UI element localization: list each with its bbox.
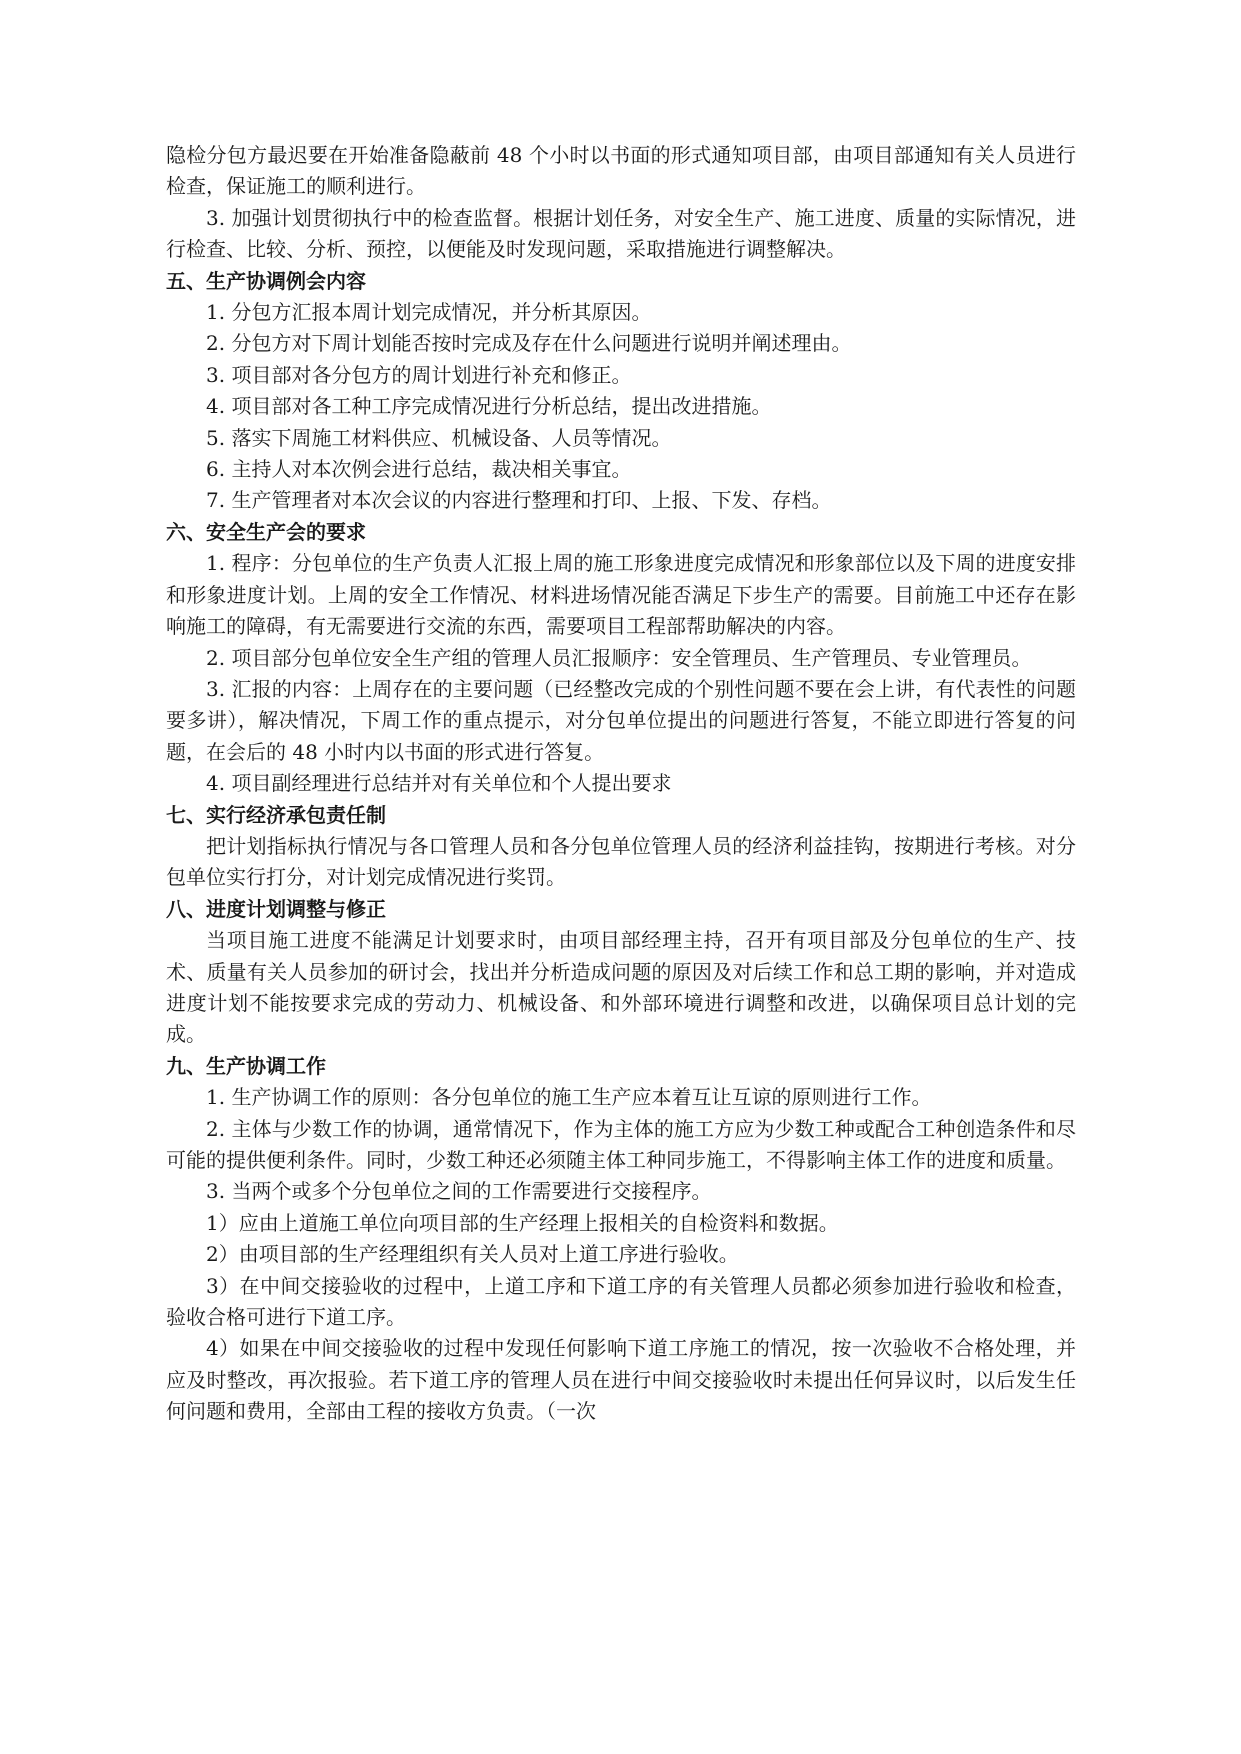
paragraph: 2. 项目部分包单位安全生产组的管理人员汇报顺序：安全管理员、生产管理员、专业管理员。 [206,645,1032,670]
paragraph: 5. 落实下周施工材料供应、机械设备、人员等情况。 [206,425,672,450]
paragraph: 7. 生产管理者对本次会议的内容进行整理和打印、上报、下发、存档。 [206,488,832,513]
paragraph: 当项目施工进度不能满足计划要求时，由项目部经理主持，召开有项目部及分包单位的生产、技术、质量有关人员参加的研讨会，找出并分析造成问题的原因及对后续工作和总工期的影响，并对造成进度计划不能按要求完成的劳动力、机械设备、和外部环境进行调整和改进，以确保项目总计划的完成。 [166,928,1076,1047]
paragraph: 3. 项目部对各分包方的周计划进行补充和修正。 [206,362,632,387]
paragraph: 4）如果在中间交接验收的过程中发现任何影响下道工序施工的情况，按一次验收不合格处理，并应及时整改，再次报验。若下道工序的管理人员在进行中间交接验收时未提出任何异议时，以后发生任何问题和费用，全部由工程的接收方负责。（一次 [166,1336,1076,1424]
paragraph: 2. 主体与少数工作的协调，通常情况下，作为主体的施工方应为少数工种或配合工种创造条件和尽可能的提供便利条件。同时，少数工种还必须随主体工种同步施工，不得影响主体工作的进度和质量。 [166,1116,1076,1172]
paragraph: 1. 程序：分包单位的生产负责人汇报上周的施工形象进度完成情况和形象部位以及下周的进度安排和形象进度计划。上周的安全工作情况、材料进场情况能否满足下步生产的需要。目前施工中还存在影响施工的障碍，有无需要进行交流的东西，需要项目工程部帮助解决的内容。 [166,551,1076,639]
paragraph: 2）由项目部的生产经理组织有关人员对上道工序进行验收。 [206,1242,739,1267]
paragraph: 4. 项目部对各工种工序完成情况进行分析总结，提出改进措施。 [206,394,772,419]
paragraph: 2. 分包方对下周计划能否按时完成及存在什么问题进行说明并阐述理由。 [206,331,852,356]
paragraph: 把计划指标执行情况与各口管理人员和各分包单位管理人员的经济利益挂钩，按期进行考核。对分包单位实行打分，对计划完成情况进行奖罚。 [166,833,1076,890]
paragraph: 3. 汇报的内容：上周存在的主要问题（已经整改完成的个别性问题不要在会上讲，有代表性的问题要多讲），解决情况，下周工作的重点提示，对分包单位提出的问题进行答复，不能立即进行答复的问题，在会后的 48 小时内以书面的形式进行答复。 [166,676,1076,764]
paragraph: 1）应由上道施工单位向项目部的生产经理上报相关的自检资料和数据。 [206,1210,839,1235]
document-page [166,140,1076,1428]
paragraph: 6. 主持人对本次例会进行总结，裁决相关事宜。 [206,457,632,482]
section-heading: 五、生产协调例会内容 [166,268,366,293]
paragraph: 4. 项目副经理进行总结并对有关单位和个人提出要求 [206,771,672,796]
paragraph: 3. 当两个或多个分包单位之间的工作需要进行交接程序。 [206,1179,712,1204]
section-heading: 八、进度计划调整与修正 [166,896,386,921]
paragraph: 隐检分包方最迟要在开始准备隐蔽前 48 个小时以书面的形式通知项目部，由项目部通知有关人员进行检查，保证施工的顺利进行。 [166,143,1076,199]
section-heading: 六、安全生产会的要求 [166,519,366,544]
section-heading: 九、生产协调工作 [166,1053,326,1078]
paragraph: 1. 生产协调工作的原则：各分包单位的施工生产应本着互让互谅的原则进行工作。 [206,1085,932,1110]
paragraph: 1. 分包方汇报本周计划完成情况，并分析其原因。 [206,300,652,325]
paragraph: 3. 加强计划贯彻执行中的检查监督。根据计划任务，对安全生产、施工进度、质量的实际情况，进行检查、比较、分析、预控，以便能及时发现问题，采取措施进行调整解决。 [166,205,1076,262]
paragraph: 3）在中间交接验收的过程中，上道工序和下道工序的有关管理人员都必须参加进行验收和检查，验收合格可进行下道工序。 [166,1273,1076,1330]
section-heading: 七、实行经济承包责任制 [166,802,386,827]
